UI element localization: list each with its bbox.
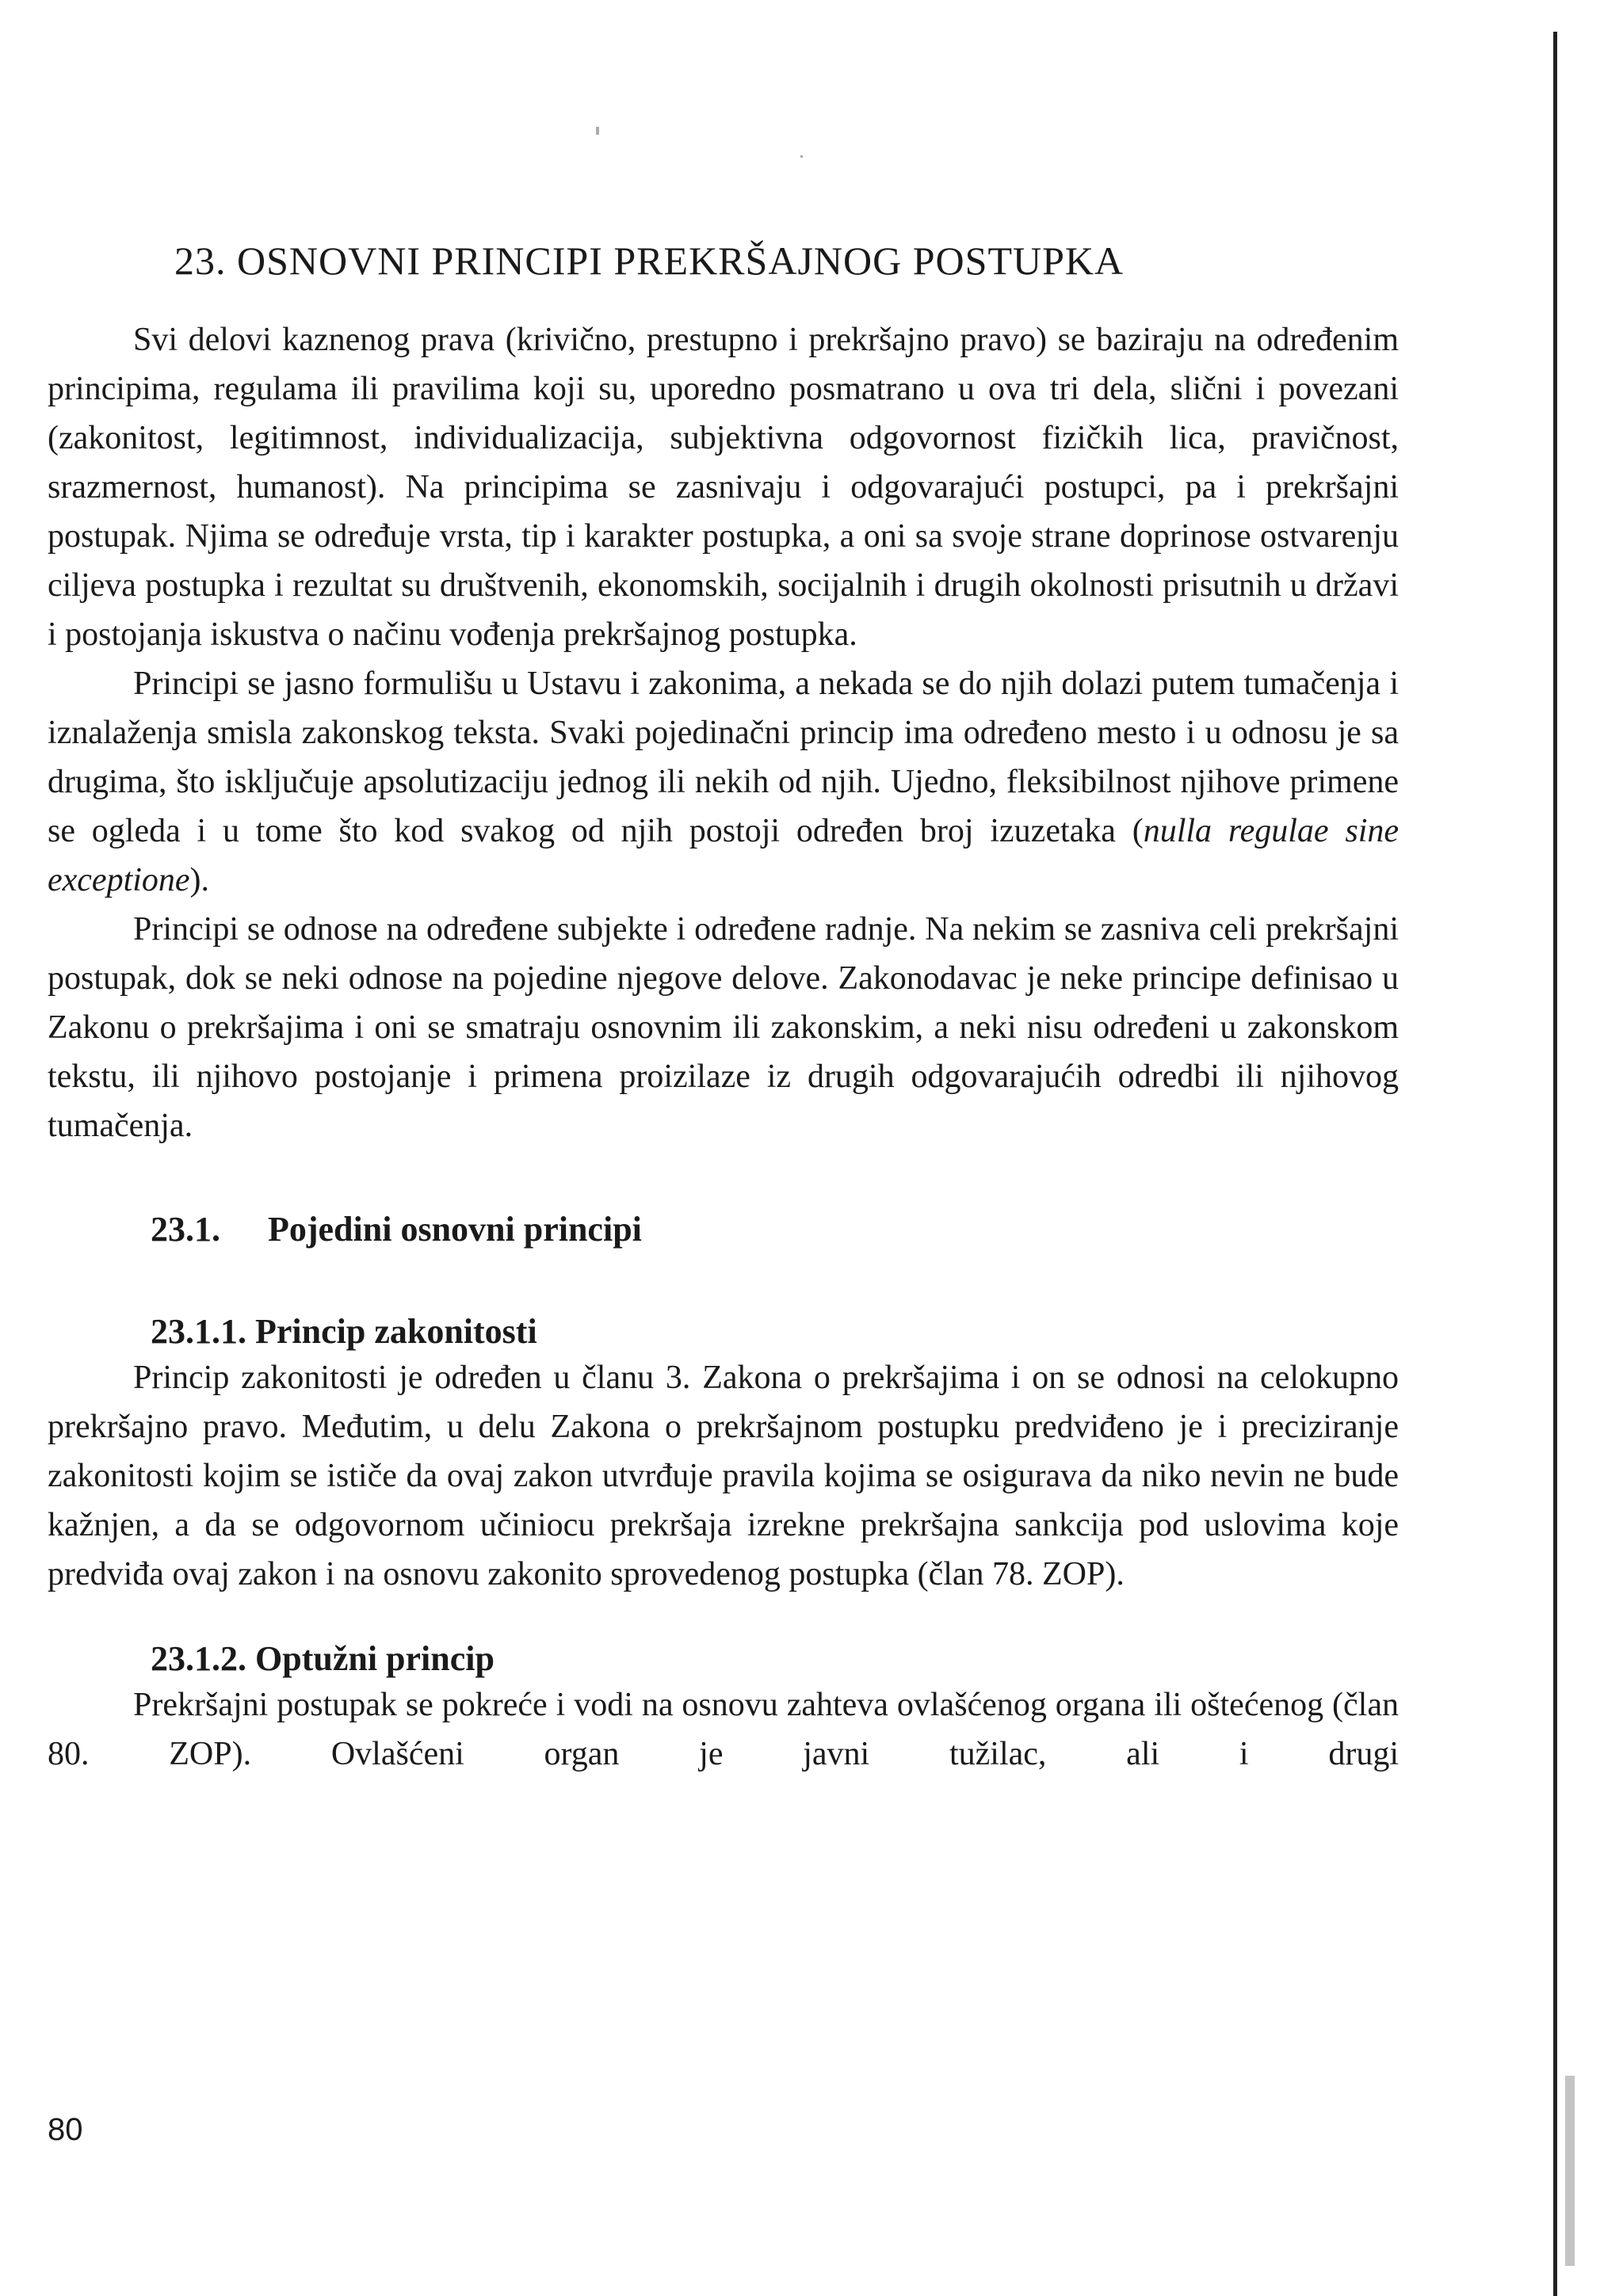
chapter-paragraph: Principi se odnose na određene subjekte i određene radnje. Na nekim se zasniva celi prekršajni postupak, dok se neki odnose na pojedine njegove delove. Zakonodavac je neke principe definisao u Zakonu o prekršajima i oni se smatraju osnovnim ili zakonskim, a neki nisu određeni u zakonskom tekstu, ili njihovo postojanje i primena proizilaze iz drugih odgovarajućih odredbi ili njihovog tumačenja. bbox=[48, 911, 1399, 1144]
subsection-heading: 23.1.1. Princip zakonitosti bbox=[151, 1312, 537, 1351]
scan-binding-edge bbox=[1553, 32, 1557, 2296]
subsection-heading: 23.1.2. Optužni princip bbox=[151, 1639, 495, 1678]
section-title: Pojedini osnovni principi bbox=[268, 1210, 642, 1249]
latin-phrase: (nulla regulae sine exceptione). bbox=[48, 813, 1400, 898]
spacer bbox=[48, 1599, 1399, 1638]
section-heading bbox=[48, 1209, 1399, 1249]
latin-phrase-italic: nulla regulae sine exceptione bbox=[48, 813, 1400, 898]
subsection-paragraph: Prekršajni postupak se pokreće i vodi na osnovu zahteva ovlašćenog organa ili oštećenog (član 80. ZOP). Ovlašćeni organ je javni tužilac, ali i drugi bbox=[48, 1687, 1399, 1772]
subsection-paragraph: Princip zakonitosti je određen u članu 3. Zakona o prekršajima i on se odnosi na celokupno prekršajno pravo. Međutim, u delu Zakona o prekršajnom postupku predviđeno je i preciziranje zakonitosti kojim se ističe da ovaj zakon utvrđuje pravila kojima se osigurava da niko nevin ne bude kažnjen, a da se odgovornom učiniocu prekršaja izrekne prekršajna sankcija pod uslovima koje predviđa ovaj zakon i na osnovu zakonito sprovedenog postupka (član 78. ZOP). bbox=[48, 1360, 1399, 1592]
page-number: 80 bbox=[48, 2112, 83, 2147]
section-number: 23.1. bbox=[151, 1210, 220, 1249]
paragraph-text: Principi se jasno formulišu u Ustavu i zakonima, a nekada se do njih dolazi putem tumačenja i iznalaženja smisla zakonskog teksta. Svaki pojedinačni princip ima određeno mesto i u odnosu je sa drugima, što isključuje apsolutizaciju jednog ili nekih od njih. Ujedno, fleksibilnost njihove primene se ogleda i u tome što kod svakog od njih postoji određen broj izuzetaka bbox=[48, 666, 1399, 849]
chapter-title: 23. OSNOVNI PRINCIPI PREKRŠAJNOG POSTUPKA bbox=[174, 238, 1125, 283]
scan-speck bbox=[1565, 2076, 1575, 2266]
chapter-paragraph bbox=[48, 659, 1399, 905]
page-body bbox=[48, 238, 1399, 1779]
scan-speck bbox=[596, 127, 599, 135]
scan-speck bbox=[800, 155, 803, 158]
chapter-paragraph: Svi delovi kaznenog prava (krivično, prestupno i prekršajno pravo) se baziraju na određenim principima, regulama ili pravilima koji su, uporedno posmatrano u ova tri dela, slični i povezani (zakonitost, legitimnost, individualizacija, subjektivna odgovornost fizičkih lica, pravičnost, srazmernost, humanost). Na principima se zasnivaju i odgovarajući postupci, pa i prekršajni postupak. Njima se određuje vrsta, tip i karakter postupka, a oni sa svoje strane doprinose ostvarenju ciljeva postupka i rezultat su društvenih, ekonomskih, socijalnih i drugih okolnosti prisutnih u državi i postojanja iskustva o načinu vođenja prekršajnog postupka. bbox=[48, 322, 1399, 653]
